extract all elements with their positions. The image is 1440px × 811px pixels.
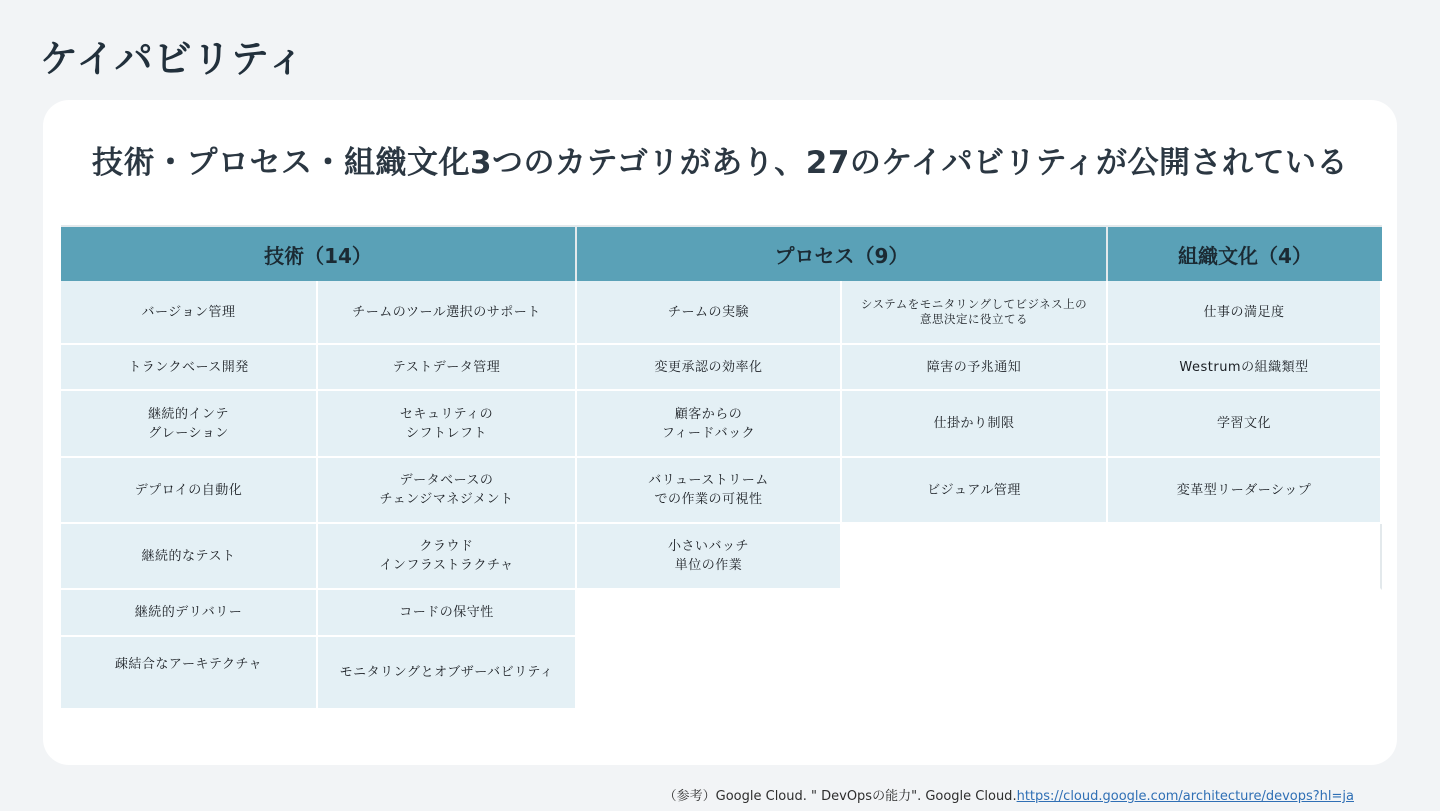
category-header-process: プロセス（9）: [577, 225, 1108, 281]
capability-cell: クラウド インフラストラクチャ: [318, 524, 577, 590]
capability-cell: 小さいバッチ 単位の作業: [577, 524, 842, 590]
headline: 技術・プロセス・組織文化3つのカテゴリがあり、27のケイパビリティが公開されている: [91, 145, 1349, 181]
capability-cell: 顧客からの フィードバック: [577, 391, 842, 458]
capability-cell: 仕掛かり制限: [842, 391, 1108, 458]
page-title: ケイパビリティ: [40, 37, 306, 81]
capability-grid-process: [577, 281, 1108, 590]
capability-cell: 継続的デリバリー: [61, 590, 318, 637]
capability-cell: セキュリティの シフトレフト: [318, 391, 577, 458]
capability-cell: バリューストリーム での作業の可視性: [577, 458, 842, 524]
capability-cell: ビジュアル管理: [842, 458, 1108, 524]
capability-cell: テストデータ管理: [318, 345, 577, 391]
capability-cell: 継続的インテ グレーション: [61, 391, 318, 458]
category-column-tech: [61, 225, 577, 710]
capability-cell: 変革型リーダーシップ: [1108, 458, 1382, 524]
category-header-tech: 技術（14）: [61, 225, 577, 281]
capability-cell: 変更承認の効率化: [577, 345, 842, 391]
capability-cell: 疎結合なアーキテクチャ: [61, 637, 318, 710]
reference-link[interactable]: https://cloud.google.com/architecture/devops?hl=ja: [1016, 789, 1354, 804]
capability-cell: チームの実験: [577, 281, 842, 345]
capability-cell: コードの保守性: [318, 590, 577, 637]
capability-cell: バージョン管理: [61, 281, 318, 345]
capability-cell: Westrumの組織類型: [1108, 345, 1382, 391]
empty-cell: [1108, 524, 1382, 590]
capability-cell: 仕事の満足度: [1108, 281, 1382, 345]
empty-cell: [842, 524, 1108, 590]
category-column-process: [577, 225, 1108, 590]
footnote-text: （参考）Google Cloud. " DevOpsの能力". Google Cloud.: [663, 789, 1017, 804]
category-header-culture: 組織文化（4）: [1108, 225, 1382, 281]
capability-cell: 継続的なテスト: [61, 524, 318, 590]
capability-cell: システムをモニタリングしてビジネス上の 意思決定に役立てる: [842, 281, 1108, 345]
capability-cell: チームのツール選択のサポート: [318, 281, 577, 345]
capability-cell: モニタリングとオブザーバビリティ: [318, 637, 577, 710]
capability-cell: 学習文化: [1108, 391, 1382, 458]
reference-footnote: [664, 785, 1354, 804]
capability-cell: デプロイの自動化: [61, 458, 318, 524]
capability-grid-tech: [61, 281, 577, 710]
capability-grid-culture: [1108, 281, 1382, 590]
capability-cell: 障害の予兆通知: [842, 345, 1108, 391]
category-column-culture: [1108, 225, 1382, 590]
capability-cell: データベースの チェンジマネジメント: [318, 458, 577, 524]
capability-cell: トランクベース開発: [61, 345, 318, 391]
